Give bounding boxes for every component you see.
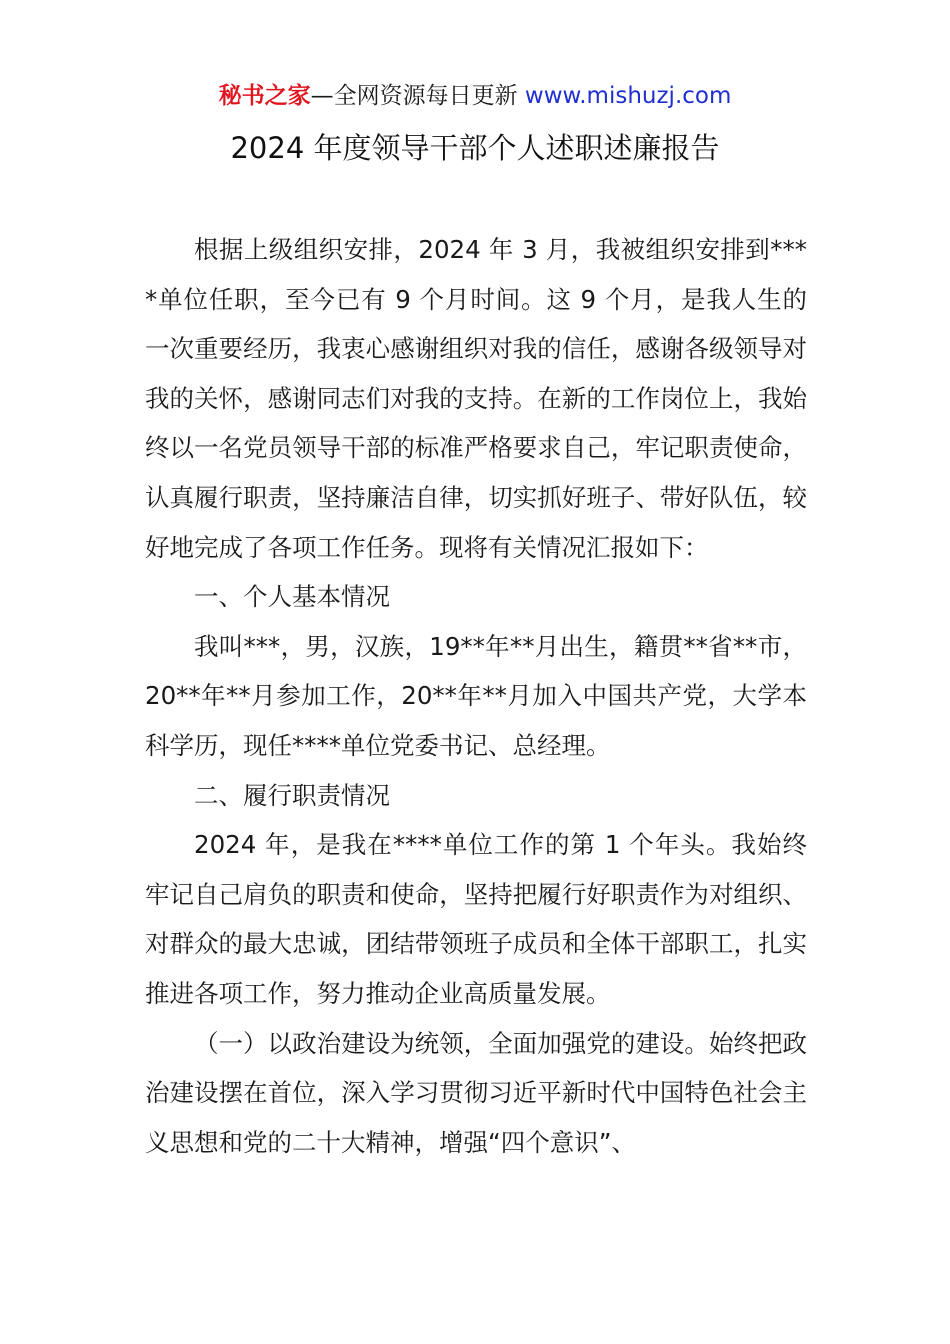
- document-body: [145, 225, 807, 1167]
- basic-info-paragraph: 我叫***，男，汉族，19**年**月出生，籍贯**省**市，20**年**月参加工作，20**年**月加入中国共产党，大学本科学历，现任****单位党委书记、总经理。: [145, 631, 807, 760]
- brand-name: 秘书之家: [218, 83, 311, 109]
- site-header: [0, 80, 950, 112]
- section-heading-duties: 二、履行职责情况: [194, 780, 390, 810]
- section-heading-basic-info: 一、个人基本情况: [194, 582, 390, 612]
- site-url-link[interactable]: www.mishuzj.com: [524, 83, 732, 109]
- political-building-paragraph: （一）以政治建设为统领，全面加强党的建设。始终把政治建设摆在首位，深入学习贯彻习近平新时代中国特色社会主义思想和党的二十大精神，增强“四个意识”、: [145, 1028, 807, 1157]
- duties-paragraph: 2024 年，是我在****单位工作的第 1 个年头。我始终牢记自己肩负的职责和使命，坚持把履行好职责作为对组织、对群众的最大忠诚，团结带领班子成员和全体干部职工，扎实推进各项工作，努力推动企业高质量发展。: [145, 830, 807, 1008]
- intro-paragraph: 根据上级组织安排，2024 年 3 月，我被组织安排到****单位任职，至今已有 9 个月时间。这 9 个月，是我人生的一次重要经历，我衷心感谢组织对我的信任，感谢各级领导对我的关怀，感谢同志们对我的支持。在新的工作岗位上，我始终以一名党员领导干部的标准严格要求自己，牢记职责使命，认真履行职责，坚持廉洁自律，切实抓好班子、带好队伍，较好地完成了各项工作任务。现将有关情况汇报如下：: [145, 235, 807, 562]
- header-tagline: —全网资源每日更新: [310, 83, 525, 109]
- document-title: 2024 年度领导干部个人述职述廉报告: [230, 131, 720, 165]
